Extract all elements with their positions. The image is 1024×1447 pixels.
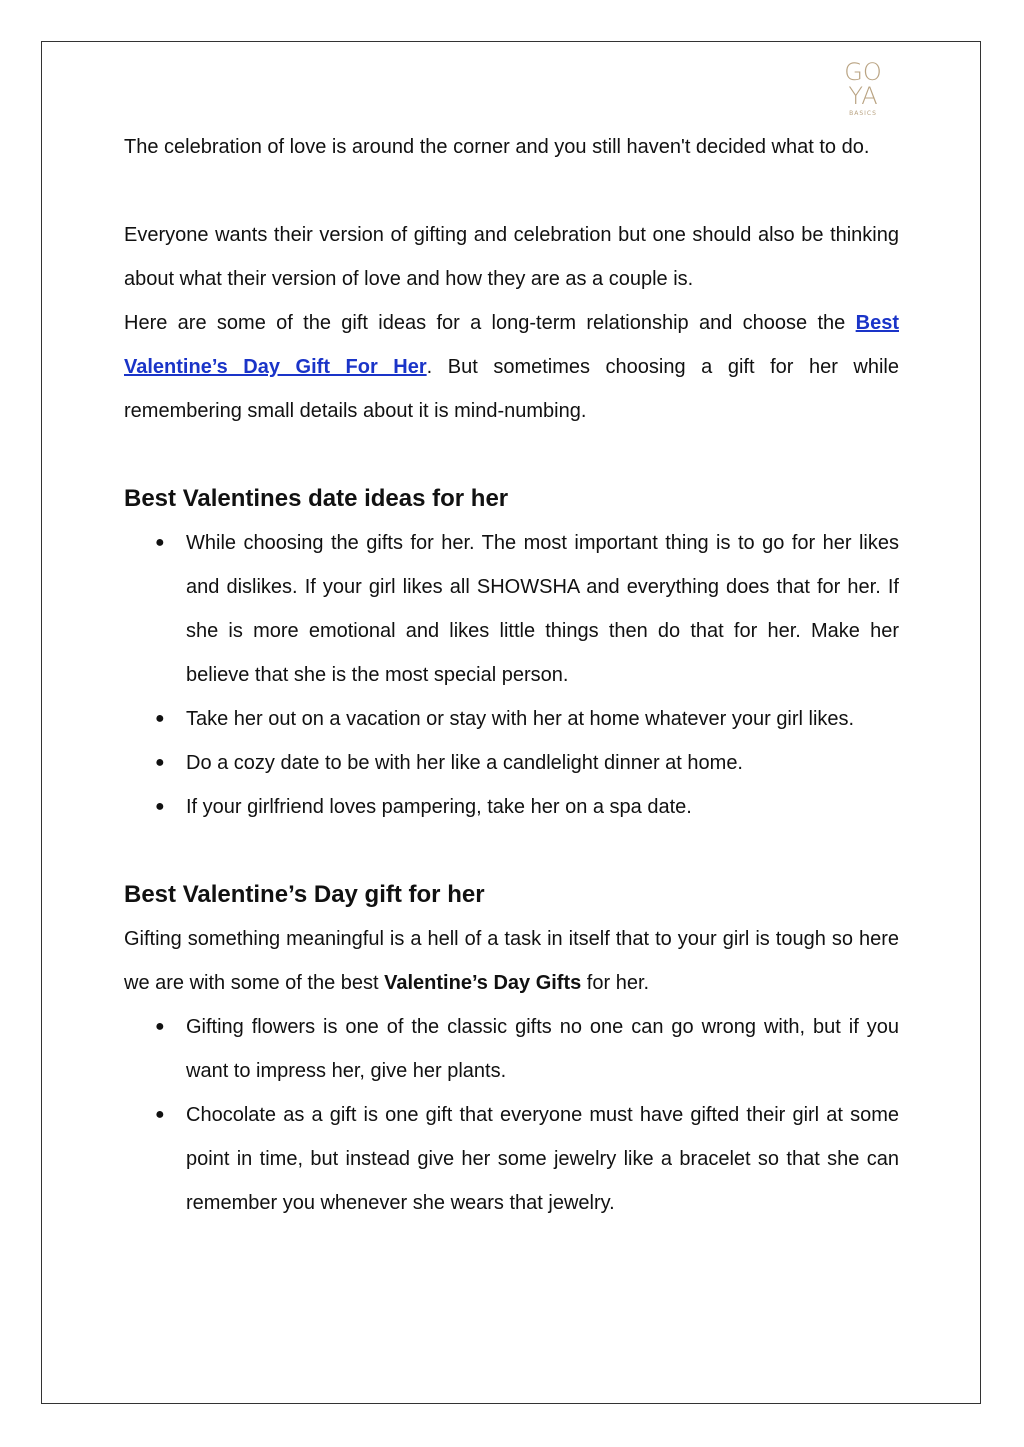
bullet-icon: ● — [155, 710, 165, 727]
list-item-text: Do a cozy date to be with her like a candlelight dinner at home. — [186, 752, 743, 774]
spacer — [124, 169, 899, 213]
gifts-intro-text-before: Gifting something meaningful is a hell of a task in itself that to your girl is tough so here we are with some of the best — [124, 928, 899, 994]
intro-paragraph-3-text-before: Here are some of the gift ideas for a long-term relationship and choose the — [124, 312, 856, 334]
list-item-text: If your girlfriend loves pampering, take her on a spa date. — [186, 796, 692, 818]
list-item-text: While choosing the gifts for her. The most important thing is to go for her likes and dislikes. If your girl likes all SHOWSHA and everything does that for her. If she is more emotional and likes little things then do that for her. Make her believe that she is the most special person. — [186, 532, 899, 686]
bullet-icon: ● — [155, 798, 165, 815]
section-heading-date-ideas: Best Valentines date ideas for her — [124, 485, 509, 512]
gifts-intro-paragraph — [124, 917, 899, 1005]
list-item — [124, 785, 899, 829]
intro-paragraph-3-text-after: . But sometimes choosing a gift for her while remembering small details about it is mind-numbing. — [124, 356, 899, 422]
logo-line-2: YA — [848, 82, 878, 110]
gift-ideas-list — [124, 1005, 899, 1225]
list-item — [124, 1093, 899, 1225]
section-heading-gifts: Best Valentine’s Day gift for her — [124, 881, 485, 908]
list-item-text: Chocolate as a gift is one gift that everyone must have gifted their girl at some point in time, but instead give her some jewelry like a bracelet so that she can remember you whenever she wears that jewelry. — [186, 1104, 899, 1214]
intro-paragraph-2: Everyone wants their version of gifting and celebration but one should also be thinking about what their version of love and how they are as a couple is. — [124, 224, 899, 290]
spacer — [124, 829, 899, 873]
gifts-intro-text-after: for her. — [581, 972, 650, 994]
logo-line-1: GO — [844, 58, 882, 86]
list-item-text: Gifting flowers is one of the classic gifts no one can go wrong with, but if you want to impress her, give her plants. — [186, 1016, 899, 1082]
best-valentines-gift-link[interactable]: Best Valentine’s Day Gift For Her — [124, 312, 899, 378]
bullet-icon: ● — [155, 754, 165, 771]
intro-paragraph-3 — [124, 301, 899, 433]
list-item — [124, 697, 899, 741]
intro-paragraph-1: The celebration of love is around the corner and you still haven't decided what to do. — [124, 136, 870, 158]
spacer — [124, 433, 899, 477]
bullet-icon: ● — [155, 1018, 165, 1035]
gifts-intro-bold: Valentine’s Day Gifts — [384, 972, 582, 994]
date-ideas-list — [124, 521, 899, 829]
list-item — [124, 1005, 899, 1093]
bullet-icon: ● — [155, 1106, 165, 1123]
logo-subtitle: BASICS — [849, 110, 877, 117]
list-item — [124, 521, 899, 697]
bullet-icon: ● — [155, 534, 165, 551]
goya-basics-logo — [838, 60, 888, 120]
document-body — [124, 125, 899, 1225]
list-item — [124, 741, 899, 785]
list-item-text: Take her out on a vacation or stay with her at home whatever your girl likes. — [186, 708, 855, 730]
